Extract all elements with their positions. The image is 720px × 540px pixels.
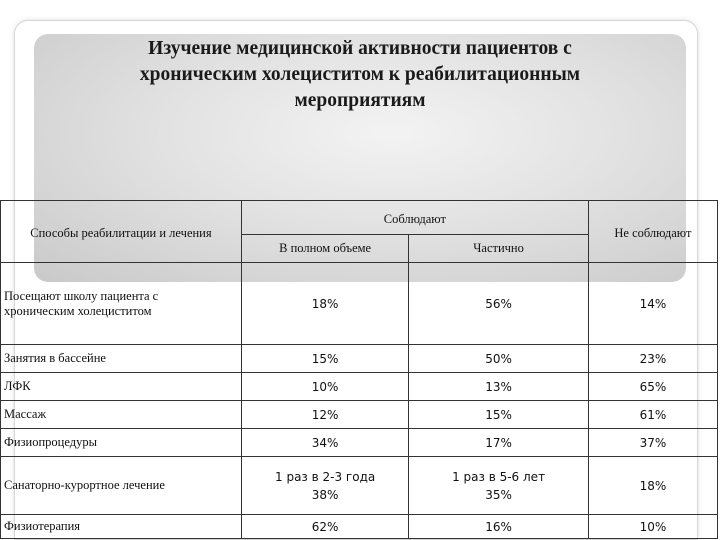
row-name: ЛФК — [1, 373, 242, 401]
cell-not: 61% — [588, 401, 717, 429]
cell-not: 23% — [588, 345, 717, 373]
row-name — [1, 263, 242, 345]
table-row — [1, 345, 718, 373]
cell-full: 62% — [241, 515, 408, 539]
cell-full: 34% — [241, 429, 408, 457]
row-name-line: хроническим холециститом — [4, 303, 152, 318]
table-row — [1, 263, 718, 345]
cell-line: 1 раз в 2-3 года — [275, 469, 376, 484]
cell-full — [241, 457, 408, 515]
title-line-3: мероприятиям — [294, 90, 426, 111]
cell-partial: 13% — [409, 373, 588, 401]
cell-partial: 15% — [409, 401, 588, 429]
row-name: Санаторно-курортное лечение — [1, 457, 242, 515]
cell-full: 15% — [241, 345, 408, 373]
cell-not: 18% — [588, 457, 717, 515]
header-partial: Частично — [409, 235, 588, 263]
cell-not: 65% — [588, 373, 717, 401]
table-row — [1, 457, 718, 515]
cell-not: 14% — [588, 263, 717, 345]
cell-partial: 50% — [409, 345, 588, 373]
cell-not: 10% — [588, 515, 717, 539]
slide-title — [60, 36, 660, 114]
cell-line: 1 раз в 5-6 лет — [452, 469, 546, 484]
header-not-comply: Не соблюдают — [588, 201, 717, 263]
row-name: Физиопроцедуры — [1, 429, 242, 457]
row-name: Физиотерапия — [1, 515, 242, 539]
title-line-2: хроническим холециститом к реабилитационным — [139, 64, 581, 85]
header-full: В полном объеме — [241, 235, 408, 263]
row-name-line: Посещают школу пациента с — [4, 288, 159, 303]
cell-partial: 16% — [409, 515, 588, 539]
title-line-1: Изучение медицинской активности пациентов с — [148, 38, 572, 59]
header-comply: Соблюдают — [241, 201, 588, 235]
cell-full: 10% — [241, 373, 408, 401]
cell-full: 18% — [241, 263, 408, 345]
table-row — [1, 401, 718, 429]
rehabilitation-table — [0, 200, 718, 539]
table-row — [1, 373, 718, 401]
cell-line: 38% — [311, 487, 339, 502]
table-header-row — [1, 201, 718, 235]
row-name: Занятия в бассейне — [1, 345, 242, 373]
table-row — [1, 515, 718, 539]
cell-partial — [409, 457, 588, 515]
cell-line: 35% — [485, 487, 512, 502]
cell-full: 12% — [241, 401, 408, 429]
cell-partial: 56% — [409, 263, 588, 345]
header-methods: Способы реабилитации и лечения — [1, 201, 242, 263]
cell-not: 37% — [588, 429, 717, 457]
table-row — [1, 429, 718, 457]
cell-partial: 17% — [409, 429, 588, 457]
row-name: Массаж — [1, 401, 242, 429]
